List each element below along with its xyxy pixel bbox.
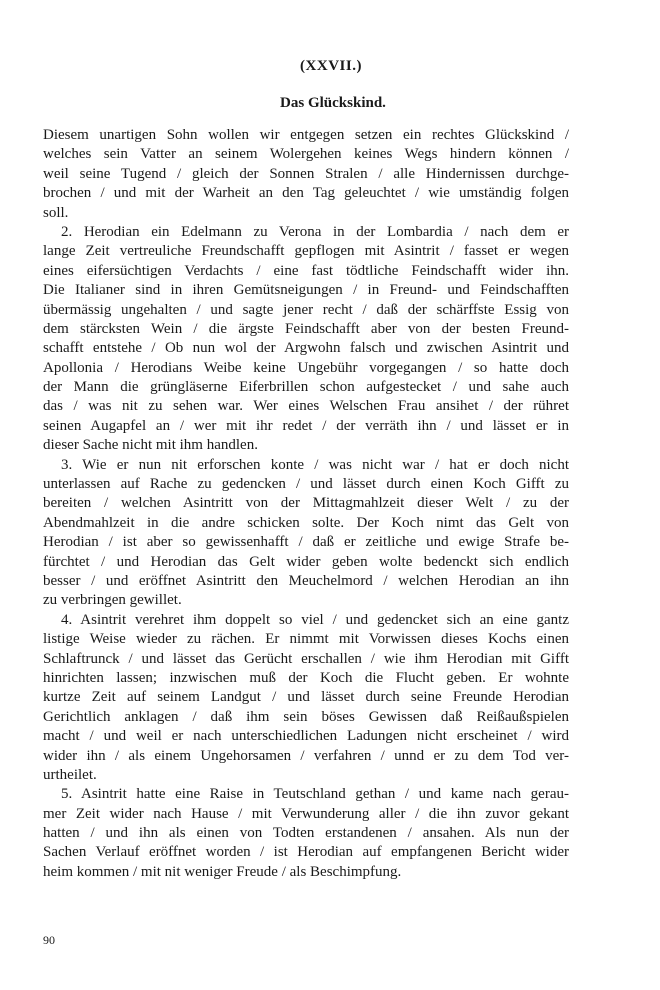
text-line: brochen / und mit der Warheit an den Tag geleuchtet / wie umständig folgen: [43, 185, 569, 202]
text-line: bereiten / welchen Asintritt von der Mittagmahlzeit dieser Welt / zu der: [43, 495, 569, 512]
text-line: unterlassen auf Rache zu gedencken / und lässet durch einen Koch Gifft zu: [43, 476, 569, 493]
text-line: urtheilet.: [43, 766, 97, 783]
text-line: hinrichten lassen; inzwischen muß der Koch die Flucht geben. Er wohnte: [43, 669, 569, 686]
text-line: eines eifersüchtigen Verdachts / eine fast tödtliche Feindschafft wider ihn.: [43, 262, 569, 279]
text-line: welches sein Vatter an seinem Wolergehen keines Wegs hindern können /: [43, 146, 569, 163]
text-line: Herodian / ist aber so gewissenhafft / daß er zeitliche und ewige Strafe be-: [43, 534, 569, 551]
text-line: seinen Augapfel an / wer mit ihr redet / der verräth ihn / und lässet er in: [43, 417, 569, 434]
text-line: Diesem unartigen Sohn wollen wir entgegen setzen ein rechtes Glückskind /: [43, 127, 569, 143]
text-line: listige Weise wieder zu rächen. Er nimmt mit Vorwissen dieses Kochs einen: [43, 631, 569, 648]
text-line: das / was nit zu sehen war. Wer eines Welschen Frau ansihet / der rühret: [43, 398, 569, 415]
text-line: übermässig ungehalten / und sagte jener recht / daß der schärffste Essig von: [43, 301, 569, 318]
text-line: der Mann die grüngläserne Eiferbrillen schon aufgestecket / und sahe auch: [43, 379, 569, 396]
text-line: Sachen Verlauf eröffnet worden / ist Herodian auf empfangenen Bericht wider: [43, 844, 569, 861]
text-line: fürchtet / und Herodian das Gelt wider geben wolte bedenckt sich endlich: [43, 553, 569, 570]
text-line: zu verbringen gewillet.: [43, 592, 182, 609]
text-line: kurtze Zeit auf seinem Landgut / und lässet durch seine Freunde Herodian: [43, 689, 569, 706]
text-line: 4. Asintrit verehret ihm doppelt so viel / und gedencket sich an eine gantz: [61, 611, 569, 628]
body-text: [43, 126, 569, 882]
text-line: Apollonia / Herodians Weibe keine Ungebühr vorgegangen / so hatte doch: [43, 359, 569, 376]
text-line: schafft entstehe / Ob nun wol der Argwohn falsch und zwischen Asintrit und: [43, 340, 569, 357]
text-line: dem stärcksten Wein / die ärgste Feindschafft aber von der besten Freund-: [43, 320, 569, 337]
text-line: weil seine Tugend / gleich der Sonnen Stralen / alle Hindernissen durchge-: [43, 165, 569, 182]
chapter-number: (XXVII.): [300, 58, 362, 74]
text-line: dieser Sache nicht mit ihm handlen.: [43, 437, 258, 454]
text-line: Gerichtlich anklagen / daß ihm sein böses Gewissen daß Reißaußspielen: [43, 708, 569, 725]
text-line: hatten / und ihn als einen von Todten erstandenen / ansahen. Als nun der: [43, 825, 569, 842]
book-page: [43, 0, 619, 990]
text-line: soll.: [43, 204, 69, 221]
text-line: wider ihn / als einem Ungehorsamen / verfahren / unnd er zu dem Tod ver-: [43, 747, 569, 764]
text-line: Die Italianer sind in ihren Gemütsneigungen / in Freund- und Feindschafften: [43, 282, 569, 299]
text-line: Schlaftrunck / und lässet das Gerücht erschallen / wie ihm Herodian mit Gifft: [43, 650, 569, 667]
text-line: 2. Herodian ein Edelmann zu Verona in der Lombardia / nach dem er: [61, 223, 569, 240]
text-line: mer Zeit wider nach Hause / mit Verwunderung aller / die ihn zuvor gekant: [43, 805, 569, 822]
text-line: macht / und weil er nach unterschiedlichen Ladungen nicht erscheinet / wird: [43, 728, 569, 745]
text-line: besser / und eröffnet Asintritt den Meuchelmord / welchen Herodian an ihn: [43, 572, 569, 589]
text-line: Abendmahlzeit in die andre schicken solte. Der Koch nimt das Gelt von: [43, 514, 569, 531]
text-line: lange Zeit vertreuliche Freundschafft gepflogen mit Asintrit / fasset er wegen: [43, 243, 569, 260]
text-line: heim kommen / mit nit weniger Freude / als Beschimpfung.: [43, 863, 402, 880]
text-line: 3. Wie er nun nit erforschen konte / was nicht war / hat er doch nicht: [61, 456, 569, 473]
text-line: 5. Asintrit hatte eine Raise in Teutschland gethan / und kame nach gerau-: [61, 786, 569, 803]
page-number: 90: [43, 933, 55, 947]
chapter-title: Das Glückskind.: [280, 95, 386, 111]
